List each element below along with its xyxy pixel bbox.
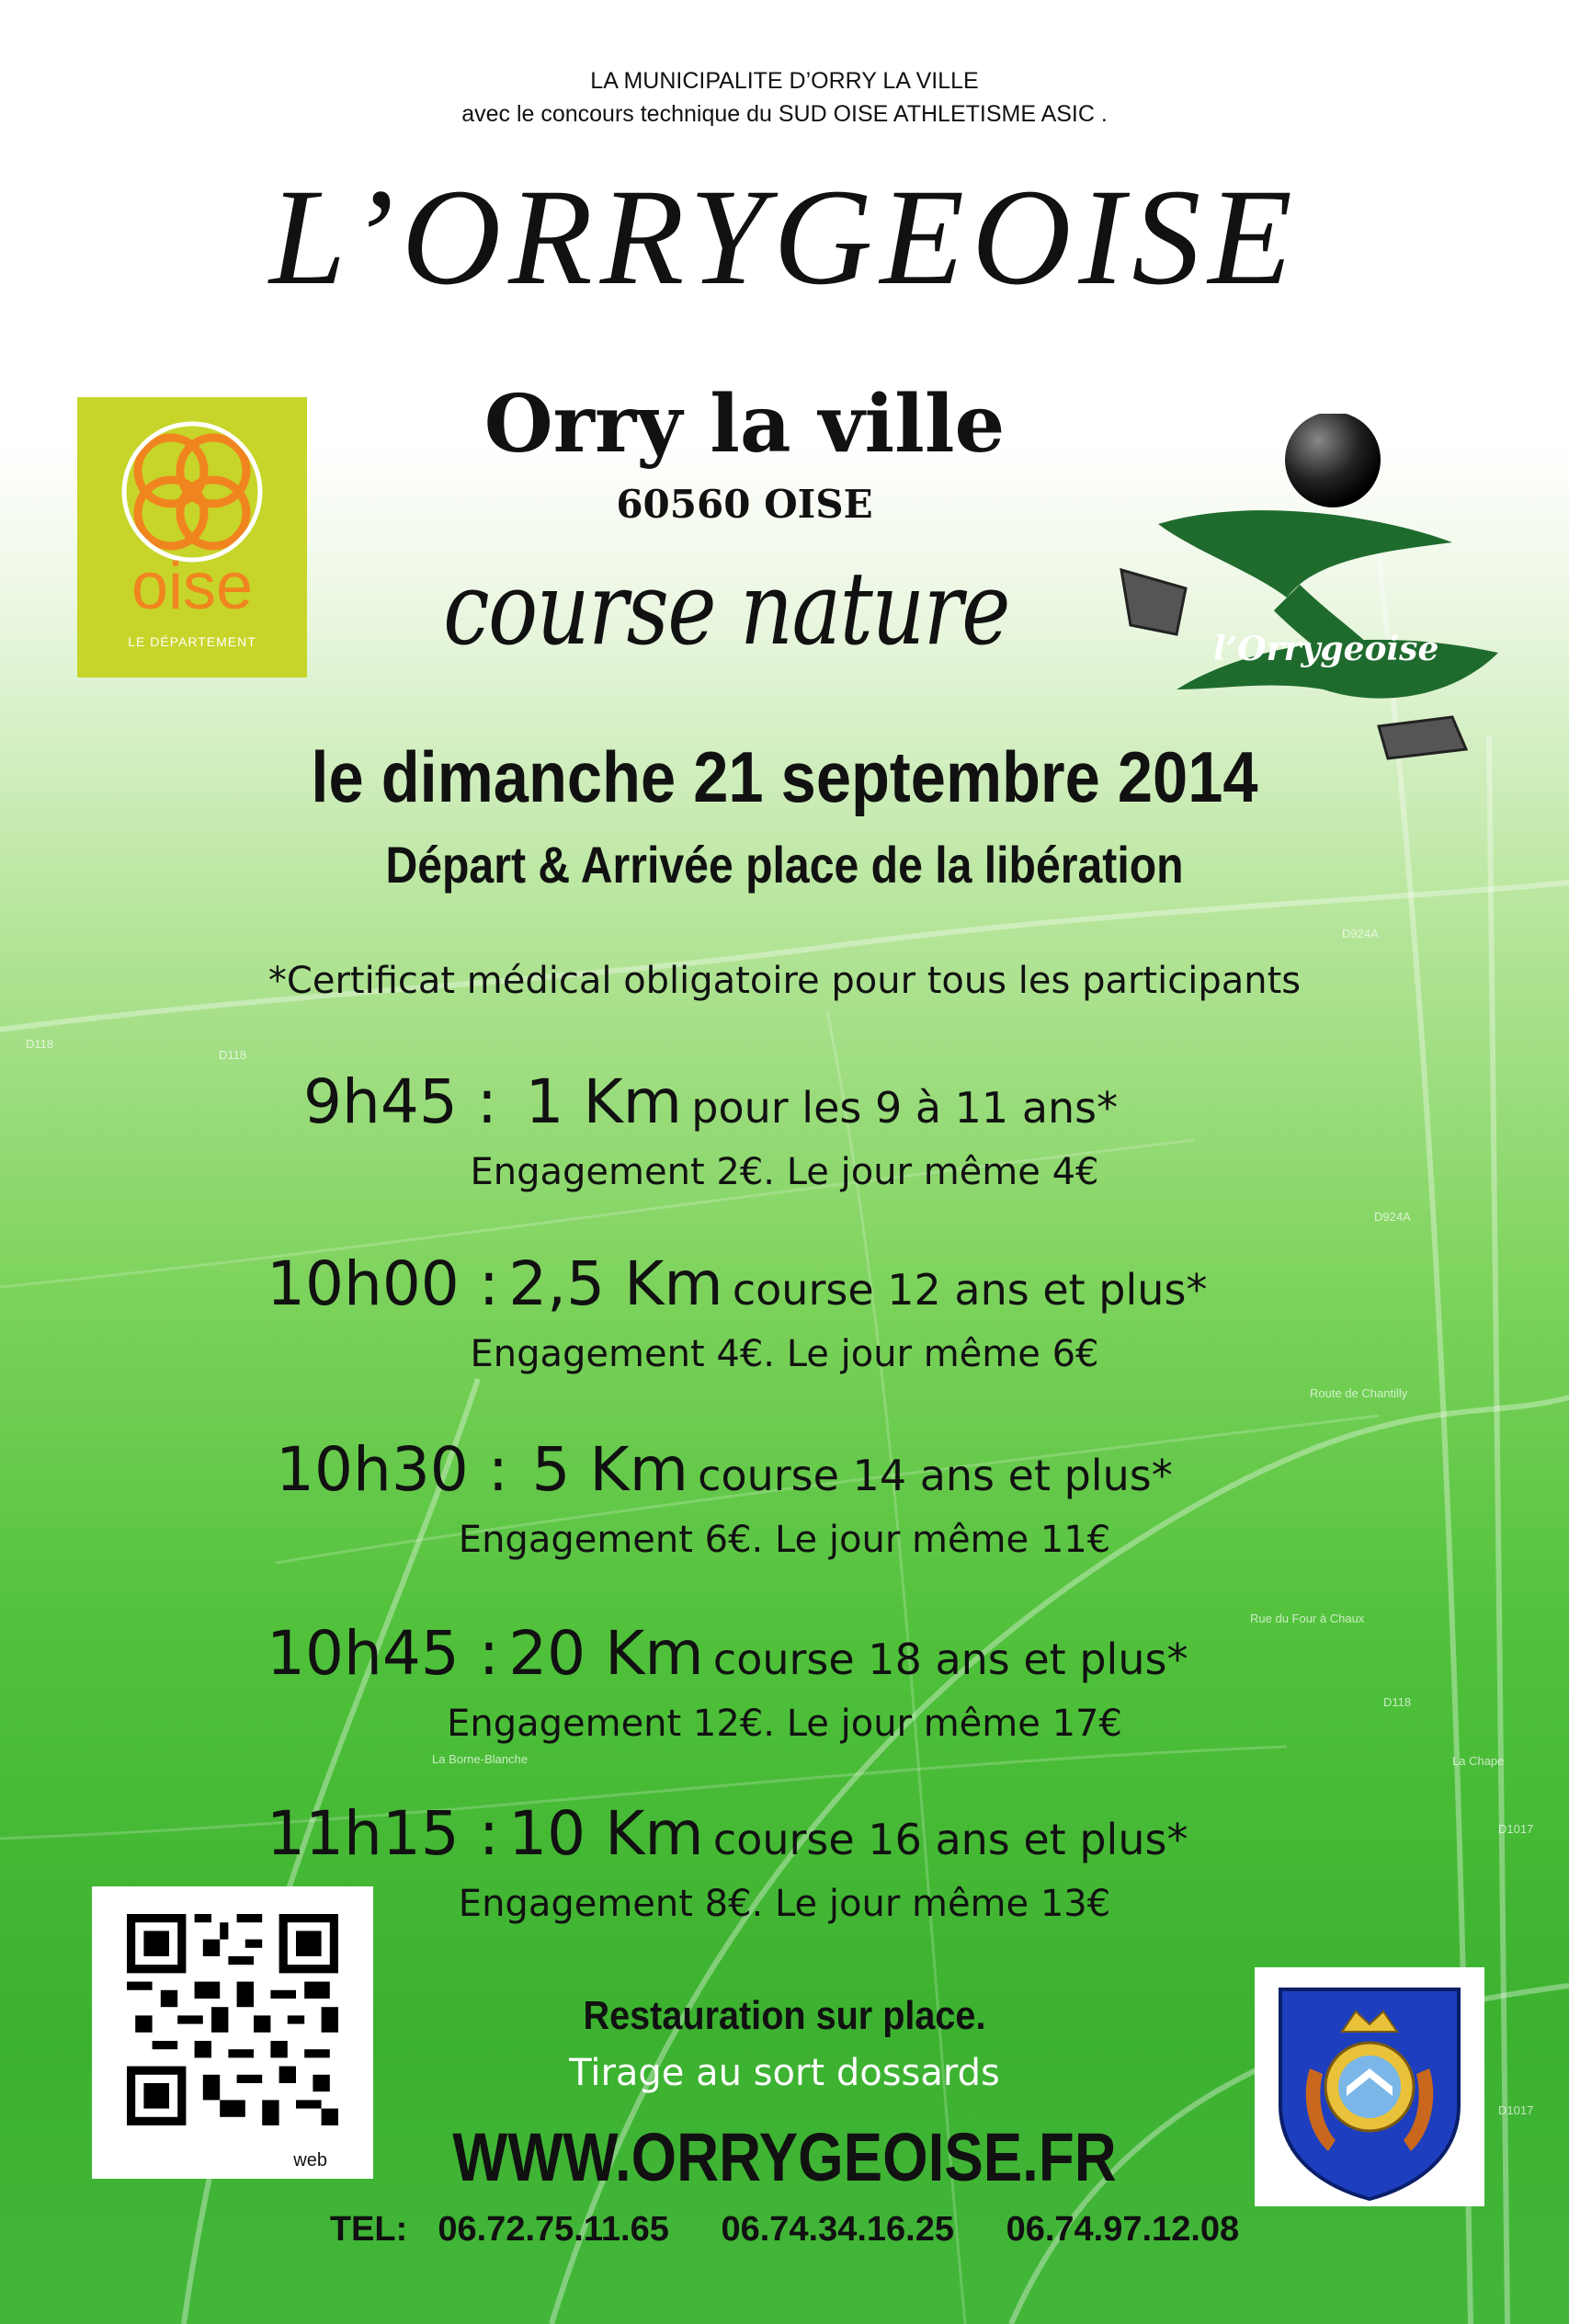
race-time: 11h15 : (267, 1798, 500, 1869)
medical-certificate-note: *Certificat médical obligatoire pour tous les participants (267, 960, 1302, 1002)
map-label: D118 (219, 1048, 247, 1062)
race-fee: Engagement 4€. Le jour même 6€ (470, 1333, 1099, 1375)
oise-flower-icon (77, 406, 307, 572)
map-label: D1017 (1498, 2103, 1534, 2117)
race-distance: 2,5 Km (508, 1248, 723, 1319)
oise-logo-subtitle: LE DÉPARTEMENT (128, 634, 256, 649)
race-fee: Engagement 8€. Le jour même 13€ (458, 1883, 1111, 1925)
oise-logo-text: oise (131, 550, 254, 623)
map-label: D1017 (1498, 1822, 1534, 1836)
phone-label: TEL: (329, 2210, 408, 2249)
map-label: Rue du Four à Chaux (1250, 1612, 1365, 1625)
race-time: 10h30 : (276, 1434, 509, 1505)
start-finish-location: Départ & Arrivée place de la libération (385, 836, 1184, 894)
race-distance: 10 Km (508, 1798, 704, 1869)
race-description: pour les 9 à 11 ans* (691, 1083, 1119, 1133)
map-label: D924A (1342, 927, 1379, 940)
race-distance: 5 Km (531, 1434, 688, 1505)
map-label: D118 (1383, 1695, 1412, 1709)
organizer-line-1: LA MUNICIPALITE D’ORRY LA VILLE (590, 68, 979, 94)
bib-draw-note: Tirage au sort dossards (569, 2052, 1000, 2094)
phone-number[interactable]: 06.72.75.11.65 (438, 2210, 669, 2249)
website-link[interactable]: WWW.ORRYGEOISE.FR (452, 2119, 1117, 2195)
qr-code-label: web (293, 2150, 327, 2170)
race-fee: Engagement 12€. Le jour même 17€ (447, 1703, 1122, 1745)
map-label: La Borne-Blanche (432, 1752, 529, 1766)
town-name: Orry la ville (483, 378, 1006, 471)
race-description: course 18 ans et plus* (712, 1635, 1188, 1684)
map-label: La Chape (1452, 1754, 1505, 1768)
event-date: le dimanche 21 septembre 2014 (311, 736, 1258, 817)
race-time: 10h00 : (267, 1248, 500, 1319)
organizer-line-2: avec le concours technique du SUD OISE ATHLETISME ASIC . (461, 101, 1108, 127)
phone-number[interactable]: 06.74.34.16.25 (721, 2210, 955, 2249)
event-title: L’ORRYGEOISE (269, 161, 1300, 313)
oise-department-logo (77, 397, 307, 678)
map-label: Route de Chantilly (1310, 1386, 1408, 1400)
map-label: D924A (1374, 1210, 1411, 1224)
race-distance: 20 Km (508, 1618, 704, 1689)
postal-code: 60560 OISE (616, 482, 873, 527)
phone-numbers (0, 2210, 1569, 2250)
runner-logo-label: l’Orrygeoise (1213, 630, 1439, 668)
runner-logo-icon (1103, 414, 1507, 781)
race-description: course 16 ans et plus* (712, 1815, 1188, 1864)
phone-number[interactable]: 06.74.97.12.08 (1006, 2210, 1240, 2249)
event-type: course nature (443, 550, 1009, 667)
catering-note: Restauration sur place. (583, 1993, 986, 2038)
race-fee: Engagement 2€. Le jour même 4€ (470, 1151, 1099, 1193)
map-label: D118 (26, 1037, 54, 1051)
race-description: course 14 ans et plus* (698, 1451, 1173, 1500)
race-time: 10h45 : (267, 1618, 500, 1689)
race-description: course 12 ans et plus* (732, 1265, 1208, 1315)
organizer-header (0, 64, 1569, 131)
race-fee: Engagement 6€. Le jour même 11€ (458, 1519, 1111, 1561)
race-distance: 1 Km (525, 1066, 683, 1137)
race-time: 9h45 : (303, 1066, 498, 1137)
